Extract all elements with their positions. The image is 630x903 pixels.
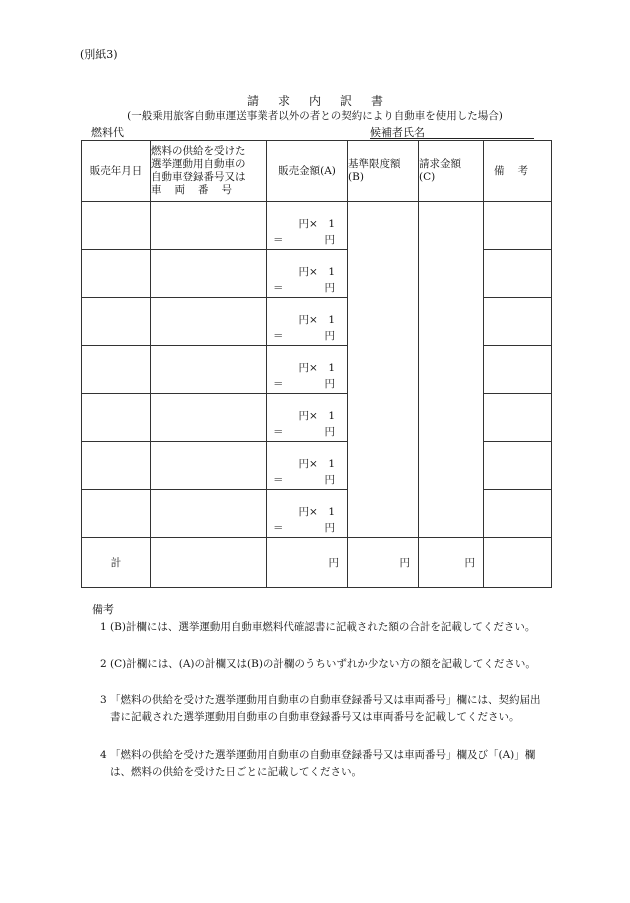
vehicle-number-cell[interactable] [151, 250, 267, 298]
equals-sign: ＝ [273, 474, 284, 486]
yen-unit: 円 [324, 474, 335, 486]
sale-amount-cell[interactable] [267, 346, 348, 394]
sale-amount-cell[interactable] [267, 202, 348, 250]
breakdown-table [81, 140, 552, 588]
vehicle-number-cell[interactable] [151, 394, 267, 442]
remarks-cell[interactable] [484, 250, 552, 298]
total-limit-cell[interactable]: 円 [348, 538, 419, 588]
equals-sign: ＝ [273, 522, 284, 534]
table-row [82, 202, 552, 250]
candidate-name-label: 候補者氏名 [370, 126, 425, 139]
yen-unit: 円 [324, 378, 335, 390]
equals-sign: ＝ [273, 426, 284, 438]
yen-unit: 円 [324, 330, 335, 342]
notes-heading: 備考 [92, 603, 114, 616]
yen-unit: 円 [324, 282, 335, 294]
total-claim-cell[interactable]: 円 [419, 538, 484, 588]
candidate-name-field[interactable] [370, 124, 534, 139]
vehicle-number-cell[interactable] [151, 490, 267, 538]
header-sale-amount: 販売金額(A) [267, 141, 348, 202]
sale-date-cell[interactable] [82, 394, 151, 442]
header-remarks: 備考 [484, 141, 552, 202]
equals-sign: ＝ [273, 330, 284, 342]
note-number: 2 [100, 658, 107, 670]
remarks-cell[interactable] [484, 346, 552, 394]
remarks-cell[interactable] [484, 298, 552, 346]
header-limit-amount: 基準限度額 (B) [348, 141, 419, 202]
note-text: 「燃料の供給を受けた選挙運動用自動車の自動車登録番号又は車両番号」欄及び「(A)」欄は、燃料の供給を受けた日ごとに記載してください。 [110, 749, 536, 778]
sale-date-cell[interactable] [82, 346, 151, 394]
vehicle-number-cell[interactable] [151, 346, 267, 394]
total-row [82, 538, 552, 588]
vehicle-number-cell[interactable] [151, 442, 267, 490]
header-claim-amount: 請求金額 (C) [419, 141, 484, 202]
total-amount-cell[interactable]: 円 [267, 538, 348, 588]
sale-amount-cell[interactable] [267, 298, 348, 346]
table-rows [82, 202, 552, 538]
note-item [100, 619, 548, 636]
equals-sign: ＝ [273, 234, 284, 246]
yen-unit: 円 [324, 234, 335, 246]
header-sale-date: 販売年月日 [82, 141, 151, 202]
document-title: 請求内訳書 [246, 94, 402, 108]
table-header-row [82, 141, 552, 202]
sale-date-cell[interactable] [82, 442, 151, 490]
attachment-label: (別紙3) [80, 48, 118, 61]
amount-formula: 円× 1 [298, 266, 335, 278]
total-remarks-cell[interactable] [484, 538, 552, 588]
total-vehicle-cell[interactable] [151, 538, 267, 588]
note-item [100, 747, 548, 781]
remarks-cell[interactable] [484, 490, 552, 538]
header-vehicle-number: 燃料の供給を受けた 選挙運動用自動車の 自動車登録番号又は 車両番号 [151, 141, 267, 202]
note-number: 4 [100, 749, 107, 761]
note-text: 「燃料の供給を受けた選挙運動用自動車の自動車登録番号又は車両番号」欄には、契約届出書に記載された選挙運動用自動車の自動車登録番号又は車両番号を記載してください。 [110, 694, 541, 723]
sale-amount-cell[interactable] [267, 250, 348, 298]
note-item [100, 692, 548, 726]
remarks-cell[interactable] [484, 394, 552, 442]
amount-formula: 円× 1 [298, 410, 335, 422]
document-subtitle: (一般乗用旅客自動車運送事業者以外の者との契約により自動車を使用した場合) [127, 110, 503, 122]
amount-formula: 円× 1 [298, 314, 335, 326]
sale-date-cell[interactable] [82, 298, 151, 346]
sale-amount-cell[interactable] [267, 442, 348, 490]
amount-formula: 円× 1 [298, 506, 335, 518]
note-text: (B)計欄には、選挙運動用自動車燃料代確認書に記載された額の合計を記載してください。 [110, 621, 536, 633]
limit-amount-cell[interactable] [348, 202, 419, 538]
sale-amount-cell[interactable] [267, 394, 348, 442]
total-label: 計 [82, 538, 151, 588]
equals-sign: ＝ [273, 282, 284, 294]
sale-date-cell[interactable] [82, 250, 151, 298]
sale-date-cell[interactable] [82, 202, 151, 250]
claim-amount-cell[interactable] [419, 202, 484, 538]
amount-formula: 円× 1 [298, 362, 335, 374]
sale-date-cell[interactable] [82, 490, 151, 538]
vehicle-number-cell[interactable] [151, 202, 267, 250]
equals-sign: ＝ [273, 378, 284, 390]
sale-amount-cell[interactable] [267, 490, 348, 538]
yen-unit: 円 [324, 522, 335, 534]
remarks-cell[interactable] [484, 202, 552, 250]
amount-formula: 円× 1 [298, 458, 335, 470]
note-text: (C)計欄には、(A)の計欄又は(B)の計欄のうちいずれか少ない方の額を記載してください。 [110, 658, 536, 670]
note-item [100, 656, 548, 673]
note-number: 3 [100, 694, 107, 706]
note-number: 1 [100, 621, 107, 633]
yen-unit: 円 [324, 426, 335, 438]
remarks-cell[interactable] [484, 442, 552, 490]
amount-formula: 円× 1 [298, 218, 335, 230]
vehicle-number-cell[interactable] [151, 298, 267, 346]
fuel-cost-label: 燃料代 [91, 126, 124, 139]
